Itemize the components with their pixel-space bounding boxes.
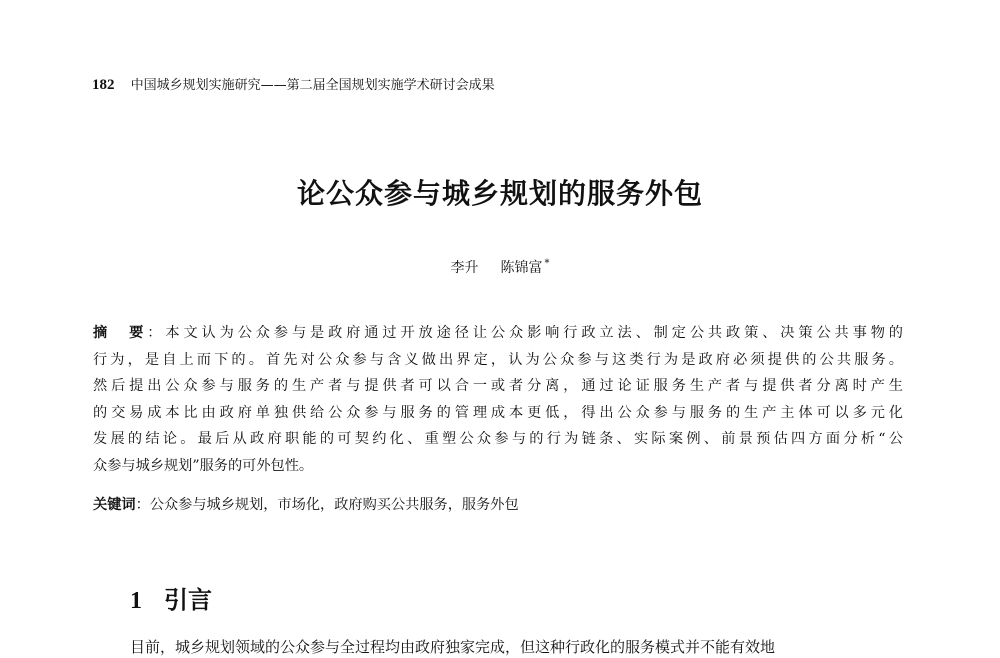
author-line: [0, 257, 1000, 277]
keywords-text: ：公众参与城乡规划，市场化，政府购买公共服务，服务外包: [135, 497, 519, 513]
section-title: 引言: [164, 586, 212, 614]
abstract-line: 发展的结论。最后从政府职能的可契约化、重塑公众参与的行为链条、实际案例、前景预估四方面分析“公: [93, 431, 903, 447]
abstract-text: ：本文认为公众参与是政府通过开放途径让公众影响行政立法、制定公共政策、决策公共事物的: [147, 325, 903, 341]
abstract: [93, 320, 903, 479]
author-name: 李升: [450, 260, 479, 276]
author-name: 陈锦富: [500, 260, 543, 276]
paper-title: 论公众参与城乡规划的服务外包: [296, 177, 703, 210]
abstract-line: 行为，是自上而下的。首先对公众参与含义做出界定，认为公众参与这类行为是政府必须提供的公共服务。: [93, 351, 903, 368]
abstract-line: 的交易成本比由政府单独供给公众参与服务的管理成本更低，得出公众参与服务的生产主体可以多元化: [93, 404, 903, 421]
abstract-line: 然后提出公众参与服务的生产者与提供者可以合一或者分离，通过论证服务生产者与提供者分离时产生: [93, 378, 903, 394]
section-number: 1: [130, 588, 142, 614]
body-paragraph: 目前，城乡规划领域的公众参与全过程均由政府独家完成，但这种行政化的服务模式并不能有效地: [130, 638, 776, 656]
abstract-line: [93, 320, 903, 347]
abstract-label: 摘 要: [93, 325, 148, 341]
running-title: 中国城乡规划实施研究——第二届全国规划实施学术研讨会成果: [130, 78, 495, 93]
page-number: 182: [92, 77, 115, 93]
running-header: [92, 74, 495, 94]
abstract-line: 众参与城乡规划”服务的可外包性。: [93, 457, 314, 474]
keywords-label: 关键词: [93, 497, 136, 513]
keywords: [93, 494, 519, 514]
section-heading: [130, 580, 212, 615]
footnote-mark: *: [544, 258, 550, 269]
